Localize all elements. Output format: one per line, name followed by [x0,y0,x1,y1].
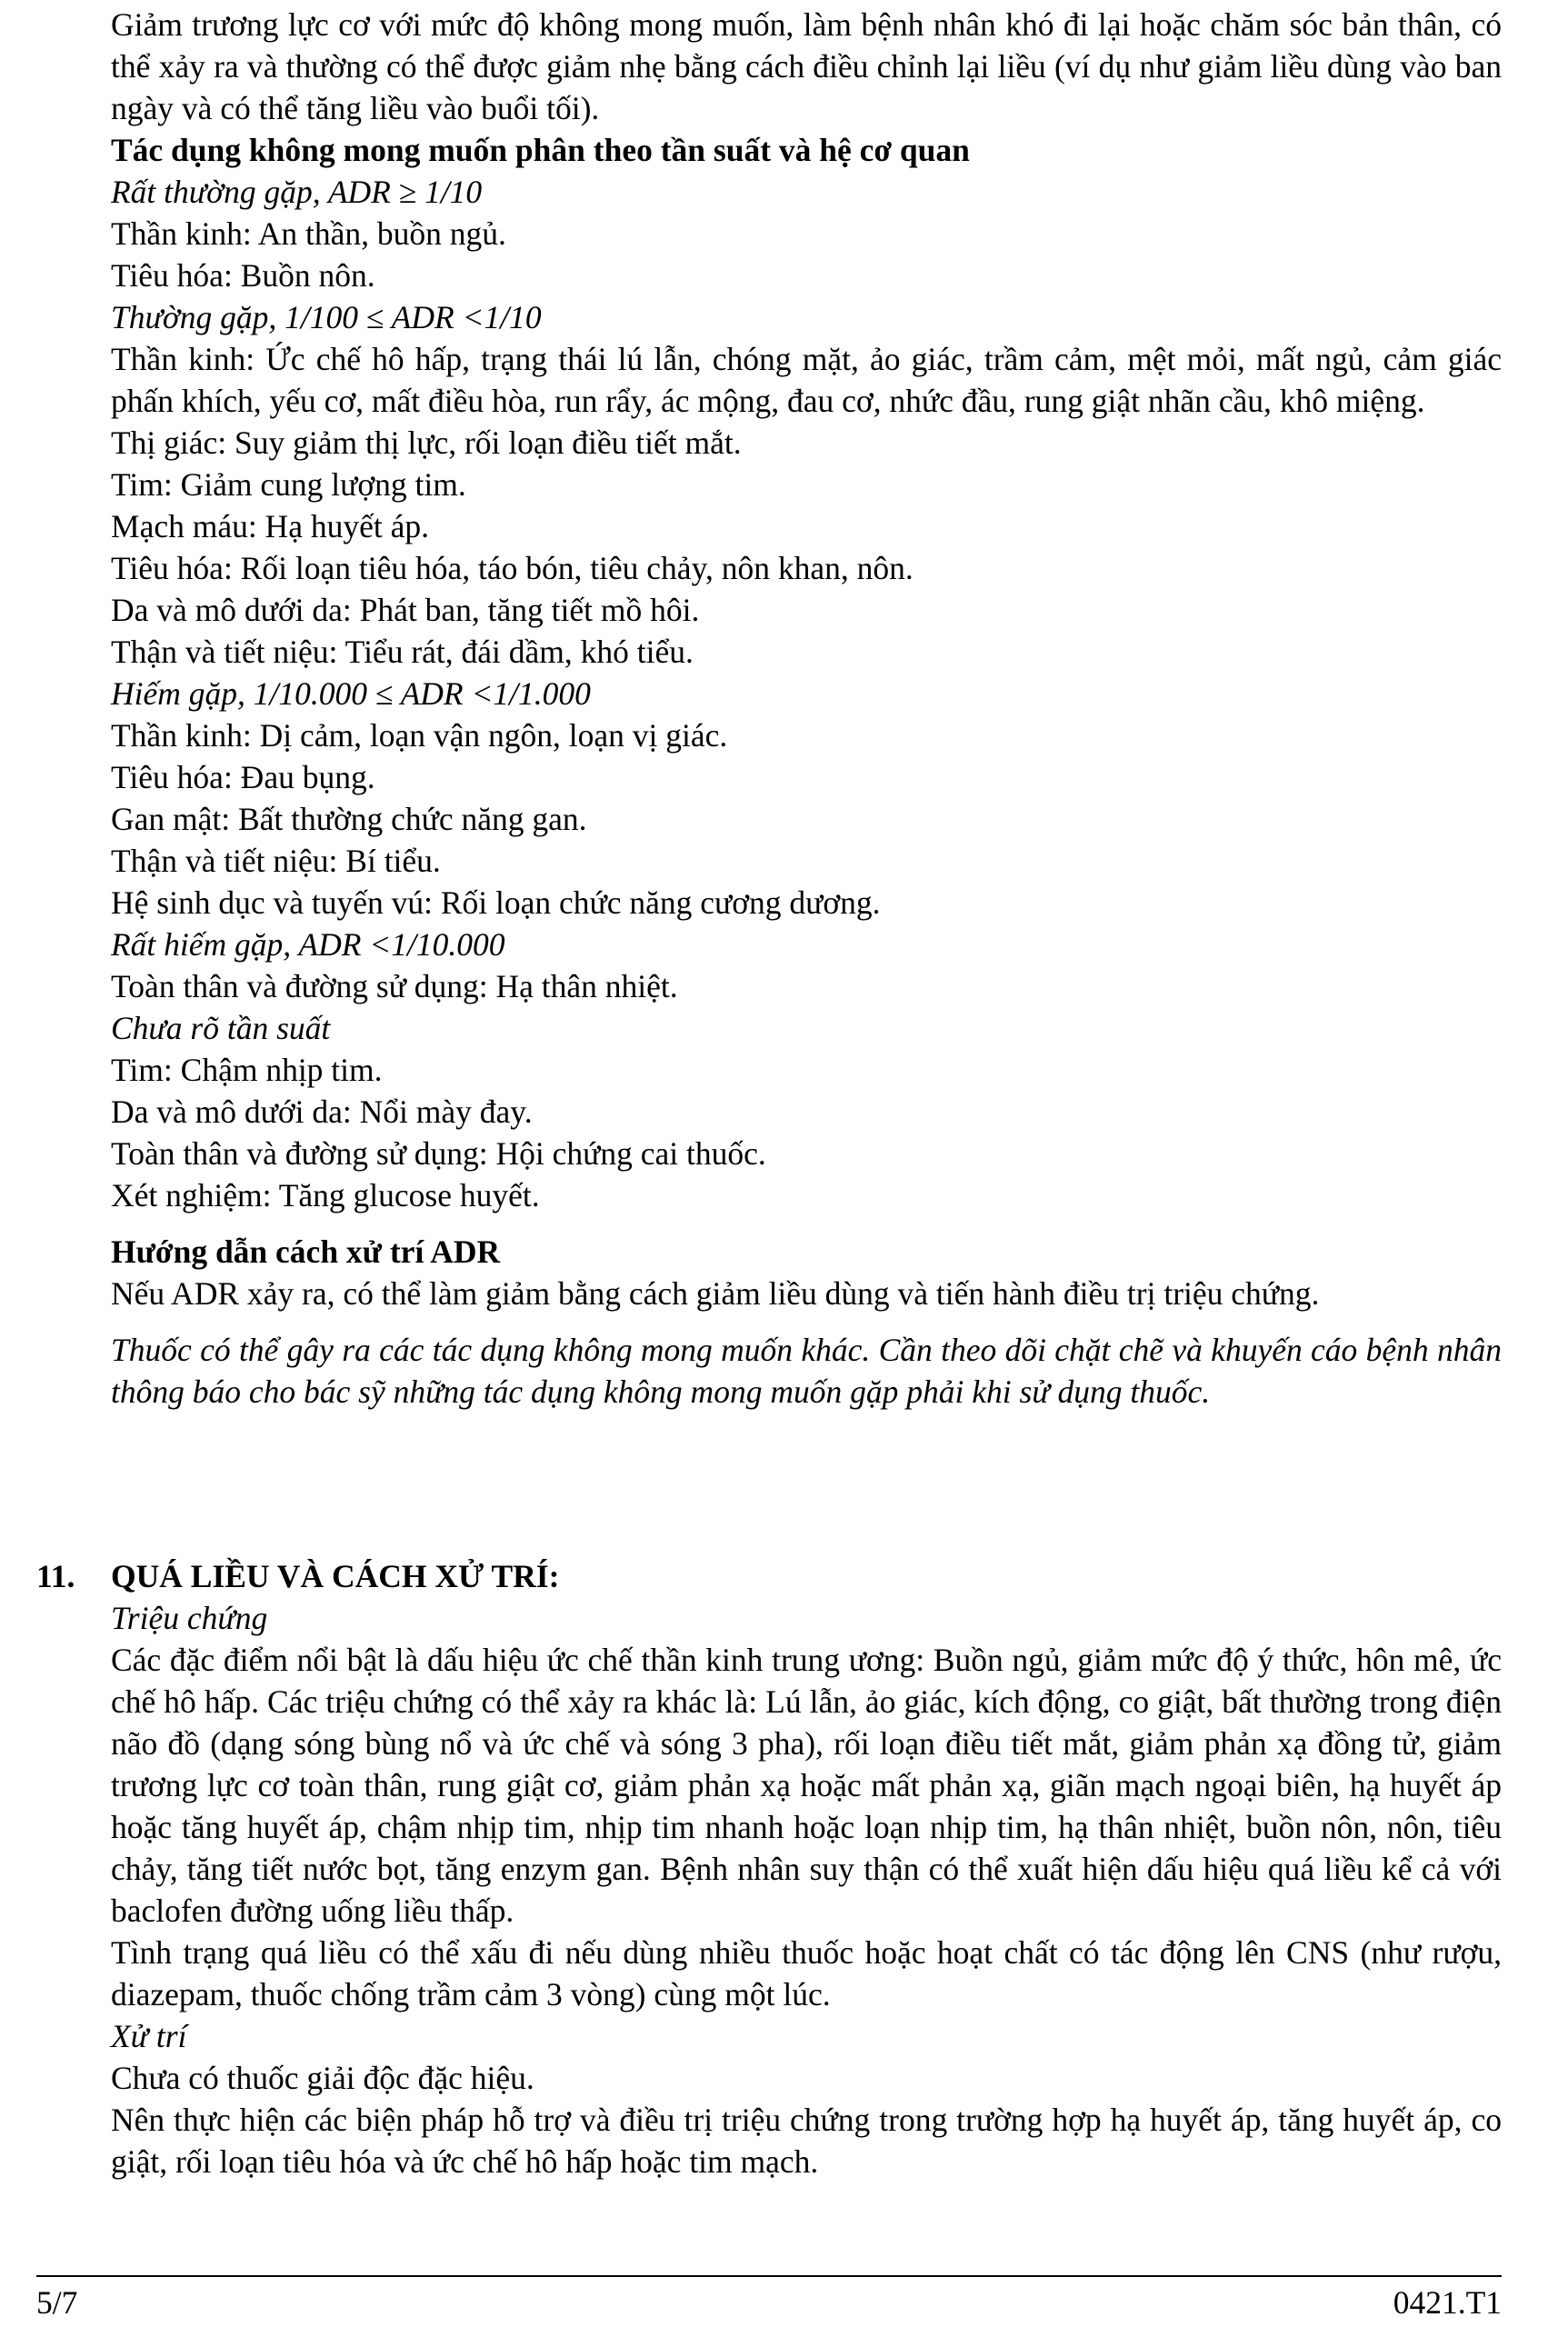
adr-block [111,4,1502,1413]
adr-item: Thận và tiết niệu: Bí tiểu. [111,843,441,879]
management-note: Thuốc có thể gây ra các tác dụng không mong muốn khác. Cần theo dõi chặt chẽ và khuyến cáo bệnh nhân thông báo cho bác sỹ những tác dụng không mong muốn gặp phải khi sử dụng thuốc. [111,1332,1502,1410]
intro-paragraph: Giảm trương lực cơ với mức độ không mong muốn, làm bệnh nhân khó đi lại hoặc chăm sóc bản thân, có thể xảy ra và thường có thể được giảm nhẹ bằng cách điều chỉnh lại liều (ví dụ như giảm liều dùng vào ban ngày và có thể tăng liều vào buổi tối). [111,6,1502,126]
freq-very-common-label: Rất thường gặp, ADR ≥ 1/10 [111,174,483,210]
adr-item: Da và mô dưới da: Phát ban, tăng tiết mồ hôi. [111,592,700,628]
freq-common-label: Thường gặp, 1/100 ≤ ADR <1/10 [111,299,542,335]
management-text: Nếu ADR xảy ra, có thể làm giảm bằng cách giảm liều dùng và tiến hành điều trị triệu chứng. [111,1275,1320,1312]
document-code: 0421.T1 [1393,2284,1502,2321]
symptoms-label: Triệu chứng [111,1600,268,1636]
adr-item: Da và mô dưới da: Nổi mày đay. [111,1094,533,1130]
symptoms-text: Các đặc điểm nổi bật là dấu hiệu ức chế thần kinh trung ương: Buồn ngủ, giảm mức độ ý thức, hôn mê, ức chế hô hấp. Các triệu chứng có thể xảy ra khác là: Lú lẫn, ảo giác, kích động, co giật, bất thường trong điện não đồ (dạng sóng bùng nổ và ức chế và sóng 3 pha), rối loạn điều tiết mắt, giảm phản xạ đồng tử, giảm trương lực cơ toàn thân, rung giật cơ, giảm phản xạ hoặc mất phản xạ, giãn mạch ngoại biên, hạ huyết áp hoặc tăng huyết áp, chậm nhịp tim, nhịp tim nhanh hoặc loạn nhịp tim, hạ thân nhiệt, buồn nôn, nôn, tiêu chảy, tăng tiết nước bọt, tăng enzym gan. Bệnh nhân suy thận có thể xuất hiện dấu hiệu quá liều kể cả với baclofen đường uống liều thấp. [111,1642,1502,1929]
adr-item: Toàn thân và đường sử dụng: Hạ thân nhiệt. [111,968,678,1004]
freq-unknown-label: Chưa rõ tần suất [111,1010,331,1046]
adr-item: Thận và tiết niệu: Tiểu rát, đái dầm, khó tiểu. [111,634,694,670]
adr-item: Toàn thân và đường sử dụng: Hội chứng cai thuốc. [111,1135,766,1172]
adr-item: Mạch máu: Hạ huyết áp. [111,508,429,544]
adr-item: Xét nghiệm: Tăng glucose huyết. [111,1177,540,1213]
adr-item: Tim: Chậm nhịp tim. [111,1052,383,1088]
management-heading: Hướng dẫn cách xử trí ADR [111,1233,501,1270]
adr-item: Thị giác: Suy giảm thị lực, rối loạn điều tiết mắt. [111,424,742,461]
adr-item: Tim: Giảm cung lượng tim. [111,466,466,503]
symptoms-text-2: Tình trạng quá liều có thể xấu đi nếu dùng nhiều thuốc hoặc hoạt chất có tác động lên CNS (như rượu, diazepam, thuốc chống trầm cảm 3 vòng) cùng một lúc. [111,1934,1502,2012]
treatment-text-1: Chưa có thuốc giải độc đặc hiệu. [111,2060,534,2096]
treatment-label: Xử trí [111,2018,187,2054]
page-number: 5/7 [36,2284,78,2321]
adr-item: Gan mật: Bất thường chức năng gan. [111,801,587,837]
adr-item: Thần kinh: Ức chế hô hấp, trạng thái lú lẫn, chóng mặt, ảo giác, trầm cảm, mệt mỏi, mất ngủ, cảm giác phấn khích, yếu cơ, mất điều hòa, run rẩy, ác mộng, đau cơ, nhức đầu, rung giật nhãn cầu, khô miệng. [111,341,1502,419]
freq-very-rare-label: Rất hiếm gặp, ADR <1/10.000 [111,926,505,963]
adr-item: Tiêu hóa: Đau bụng. [111,759,375,795]
adr-item: Thần kinh: An thần, buồn ngủ. [111,215,506,252]
adr-item: Hệ sinh dục và tuyến vú: Rối loạn chức năng cương dương. [111,884,881,921]
freq-uncommon-label: Hiếm gặp, 1/10.000 ≤ ADR <1/1.000 [111,675,591,712]
treatment-text-2: Nên thực hiện các biện pháp hỗ trợ và điều trị triệu chứng trong trường hợp hạ huyết áp, tăng huyết áp, co giật, rối loạn tiêu hóa và ức chế hô hấp hoặc tim mạch. [111,2102,1502,2180]
adr-item: Thần kinh: Dị cảm, loạn vận ngôn, loạn vị giác. [111,717,728,754]
section-number: 11. [36,1558,75,1594]
adr-heading: Tác dụng không mong muốn phân theo tần suất và hệ cơ quan [111,132,970,168]
section-title: QUÁ LIỀU VÀ CÁCH XỬ TRÍ: [111,1558,560,1594]
adr-item: Tiêu hóa: Buồn nôn. [111,257,375,294]
overdose-block [111,1555,1502,2182]
footer-divider [36,2275,1502,2277]
adr-item: Tiêu hóa: Rối loạn tiêu hóa, táo bón, tiêu chảy, nôn khan, nôn. [111,550,914,586]
